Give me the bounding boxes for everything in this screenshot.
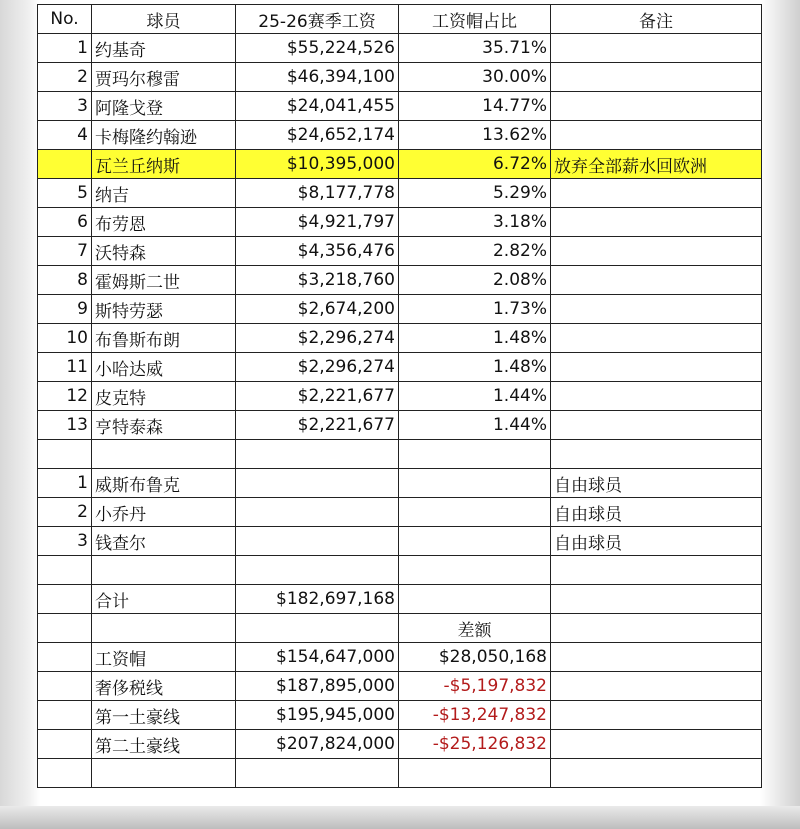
free-agent-no: 3 (38, 527, 92, 556)
player-note (551, 208, 762, 237)
empty-cell (236, 469, 399, 498)
empty-cell (92, 440, 236, 469)
player-name: 亨特泰森 (92, 411, 236, 440)
threshold-label: 奢侈税线 (92, 672, 236, 701)
player-row (38, 121, 762, 150)
player-note (551, 382, 762, 411)
threshold-row (38, 730, 762, 759)
player-row (38, 266, 762, 295)
player-cap-pct: 1.44% (399, 382, 551, 411)
threshold-value: $187,895,000 (236, 672, 399, 701)
empty-cell (551, 730, 762, 759)
empty-row (38, 440, 762, 469)
total-value: $182,697,168 (236, 585, 399, 614)
empty-row (38, 556, 762, 585)
empty-cell (38, 643, 92, 672)
player-row (38, 353, 762, 382)
header-note: 备注 (551, 5, 762, 34)
empty-cell (38, 556, 92, 585)
player-salary: $4,356,476 (236, 237, 399, 266)
player-no: 1 (38, 34, 92, 63)
empty-cell (551, 672, 762, 701)
threshold-label: 工资帽 (92, 643, 236, 672)
player-name: 卡梅隆约翰逊 (92, 121, 236, 150)
player-salary: $46,394,100 (236, 63, 399, 92)
empty-cell (551, 440, 762, 469)
player-name: 皮克特 (92, 382, 236, 411)
empty-cell (399, 585, 551, 614)
player-note (551, 34, 762, 63)
empty-cell (236, 498, 399, 527)
free-agent-name: 威斯布鲁克 (92, 469, 236, 498)
player-salary: $24,041,455 (236, 92, 399, 121)
player-cap-pct: 1.48% (399, 324, 551, 353)
player-name: 布鲁斯布朗 (92, 324, 236, 353)
free-agent-row (38, 469, 762, 498)
empty-cell (399, 759, 551, 788)
player-cap-pct: 14.77% (399, 92, 551, 121)
player-cap-pct: 30.00% (399, 63, 551, 92)
empty-cell (38, 440, 92, 469)
player-name: 贾玛尔穆雷 (92, 63, 236, 92)
highlighted-player-row (38, 150, 762, 179)
empty-cell (399, 498, 551, 527)
player-salary: $2,296,274 (236, 324, 399, 353)
free-agent-row (38, 527, 762, 556)
threshold-value: $207,824,000 (236, 730, 399, 759)
player-cap-pct: 1.44% (399, 411, 551, 440)
free-agent-name: 小乔丹 (92, 498, 236, 527)
empty-cell (551, 643, 762, 672)
empty-cell (38, 614, 92, 643)
player-cap-pct: 5.29% (399, 179, 551, 208)
player-no: 5 (38, 179, 92, 208)
player-note (551, 295, 762, 324)
player-cap-pct: 35.71% (399, 34, 551, 63)
player-row (38, 63, 762, 92)
player-no: 4 (38, 121, 92, 150)
free-agent-note: 自由球员 (551, 498, 762, 527)
player-row (38, 295, 762, 324)
threshold-diff: $28,050,168 (399, 643, 551, 672)
player-note (551, 63, 762, 92)
player-note (551, 92, 762, 121)
player-name: 阿隆戈登 (92, 92, 236, 121)
player-row (38, 324, 762, 353)
player-salary: $2,296,274 (236, 353, 399, 382)
threshold-value: $154,647,000 (236, 643, 399, 672)
player-no: 11 (38, 353, 92, 382)
empty-cell (399, 527, 551, 556)
empty-cell (236, 556, 399, 585)
empty-cell (551, 614, 762, 643)
free-agent-note: 自由球员 (551, 527, 762, 556)
free-agent-no: 2 (38, 498, 92, 527)
threshold-row (38, 643, 762, 672)
diff-header: 差额 (399, 614, 551, 643)
player-name: 沃特森 (92, 237, 236, 266)
photo-bottom-edge (0, 806, 800, 829)
player-note (551, 353, 762, 382)
total-row (38, 585, 762, 614)
player-row (38, 237, 762, 266)
player-salary: $3,218,760 (236, 266, 399, 295)
player-no: 8 (38, 266, 92, 295)
player-row (38, 411, 762, 440)
player-no: 12 (38, 382, 92, 411)
player-name: 纳吉 (92, 179, 236, 208)
empty-cell (38, 759, 92, 788)
player-name: 斯特劳瑟 (92, 295, 236, 324)
header-no: No. (38, 5, 92, 34)
player-row (38, 179, 762, 208)
empty-cell (236, 527, 399, 556)
empty-cell (399, 556, 551, 585)
player-cap-pct: 2.08% (399, 266, 551, 295)
empty-cell (38, 701, 92, 730)
empty-cell (38, 730, 92, 759)
free-agent-note: 自由球员 (551, 469, 762, 498)
empty-cell (92, 614, 236, 643)
player-name: 约基奇 (92, 34, 236, 63)
player-note (551, 121, 762, 150)
player-cap-pct: 6.72% (399, 150, 551, 179)
empty-cell (399, 440, 551, 469)
player-note: 放弃全部薪水回欧洲 (551, 150, 762, 179)
player-no: 13 (38, 411, 92, 440)
header-player: 球员 (92, 5, 236, 34)
player-no: 3 (38, 92, 92, 121)
player-cap-pct: 2.82% (399, 237, 551, 266)
threshold-row (38, 701, 762, 730)
total-label: 合计 (92, 585, 236, 614)
empty-cell (92, 556, 236, 585)
threshold-value: $195,945,000 (236, 701, 399, 730)
diff-header-row (38, 614, 762, 643)
empty-cell (399, 469, 551, 498)
header-row (38, 5, 762, 34)
threshold-label: 第一土豪线 (92, 701, 236, 730)
player-no (38, 150, 92, 179)
player-salary: $8,177,778 (236, 179, 399, 208)
header-salary: 25-26赛季工资 (236, 5, 399, 34)
player-note (551, 266, 762, 295)
player-name: 霍姆斯二世 (92, 266, 236, 295)
player-salary: $2,674,200 (236, 295, 399, 324)
player-cap-pct: 3.18% (399, 208, 551, 237)
player-cap-pct: 1.73% (399, 295, 551, 324)
player-salary: $2,221,677 (236, 411, 399, 440)
player-note (551, 411, 762, 440)
player-row (38, 92, 762, 121)
player-cap-pct: 1.48% (399, 353, 551, 382)
player-salary: $4,921,797 (236, 208, 399, 237)
player-no: 10 (38, 324, 92, 353)
empty-cell (551, 701, 762, 730)
threshold-diff-negative: -$13,247,832 (399, 701, 551, 730)
player-salary: $24,652,174 (236, 121, 399, 150)
empty-cell (38, 585, 92, 614)
player-note (551, 324, 762, 353)
salary-table (37, 4, 762, 788)
player-salary: $55,224,526 (236, 34, 399, 63)
player-note (551, 237, 762, 266)
player-cap-pct: 13.62% (399, 121, 551, 150)
empty-cell (551, 759, 762, 788)
player-name: 布劳恩 (92, 208, 236, 237)
player-name: 瓦兰丘纳斯 (92, 150, 236, 179)
empty-cell (38, 672, 92, 701)
free-agent-row (38, 498, 762, 527)
player-no: 7 (38, 237, 92, 266)
player-row (38, 208, 762, 237)
threshold-diff-negative: -$5,197,832 (399, 672, 551, 701)
spreadsheet (37, 4, 761, 788)
player-no: 2 (38, 63, 92, 92)
threshold-diff-negative: -$25,126,832 (399, 730, 551, 759)
player-no: 6 (38, 208, 92, 237)
empty-cell (551, 585, 762, 614)
empty-cell (236, 759, 399, 788)
player-row (38, 34, 762, 63)
empty-cell (236, 614, 399, 643)
empty-cell (236, 440, 399, 469)
free-agent-no: 1 (38, 469, 92, 498)
threshold-row (38, 672, 762, 701)
threshold-label: 第二土豪线 (92, 730, 236, 759)
empty-cell (92, 759, 236, 788)
header-cap-pct: 工资帽占比 (399, 5, 551, 34)
player-note (551, 179, 762, 208)
free-agent-name: 钱查尔 (92, 527, 236, 556)
player-salary: $10,395,000 (236, 150, 399, 179)
empty-row (38, 759, 762, 788)
empty-cell (551, 556, 762, 585)
player-name: 小哈达威 (92, 353, 236, 382)
player-salary: $2,221,677 (236, 382, 399, 411)
player-row (38, 382, 762, 411)
player-no: 9 (38, 295, 92, 324)
